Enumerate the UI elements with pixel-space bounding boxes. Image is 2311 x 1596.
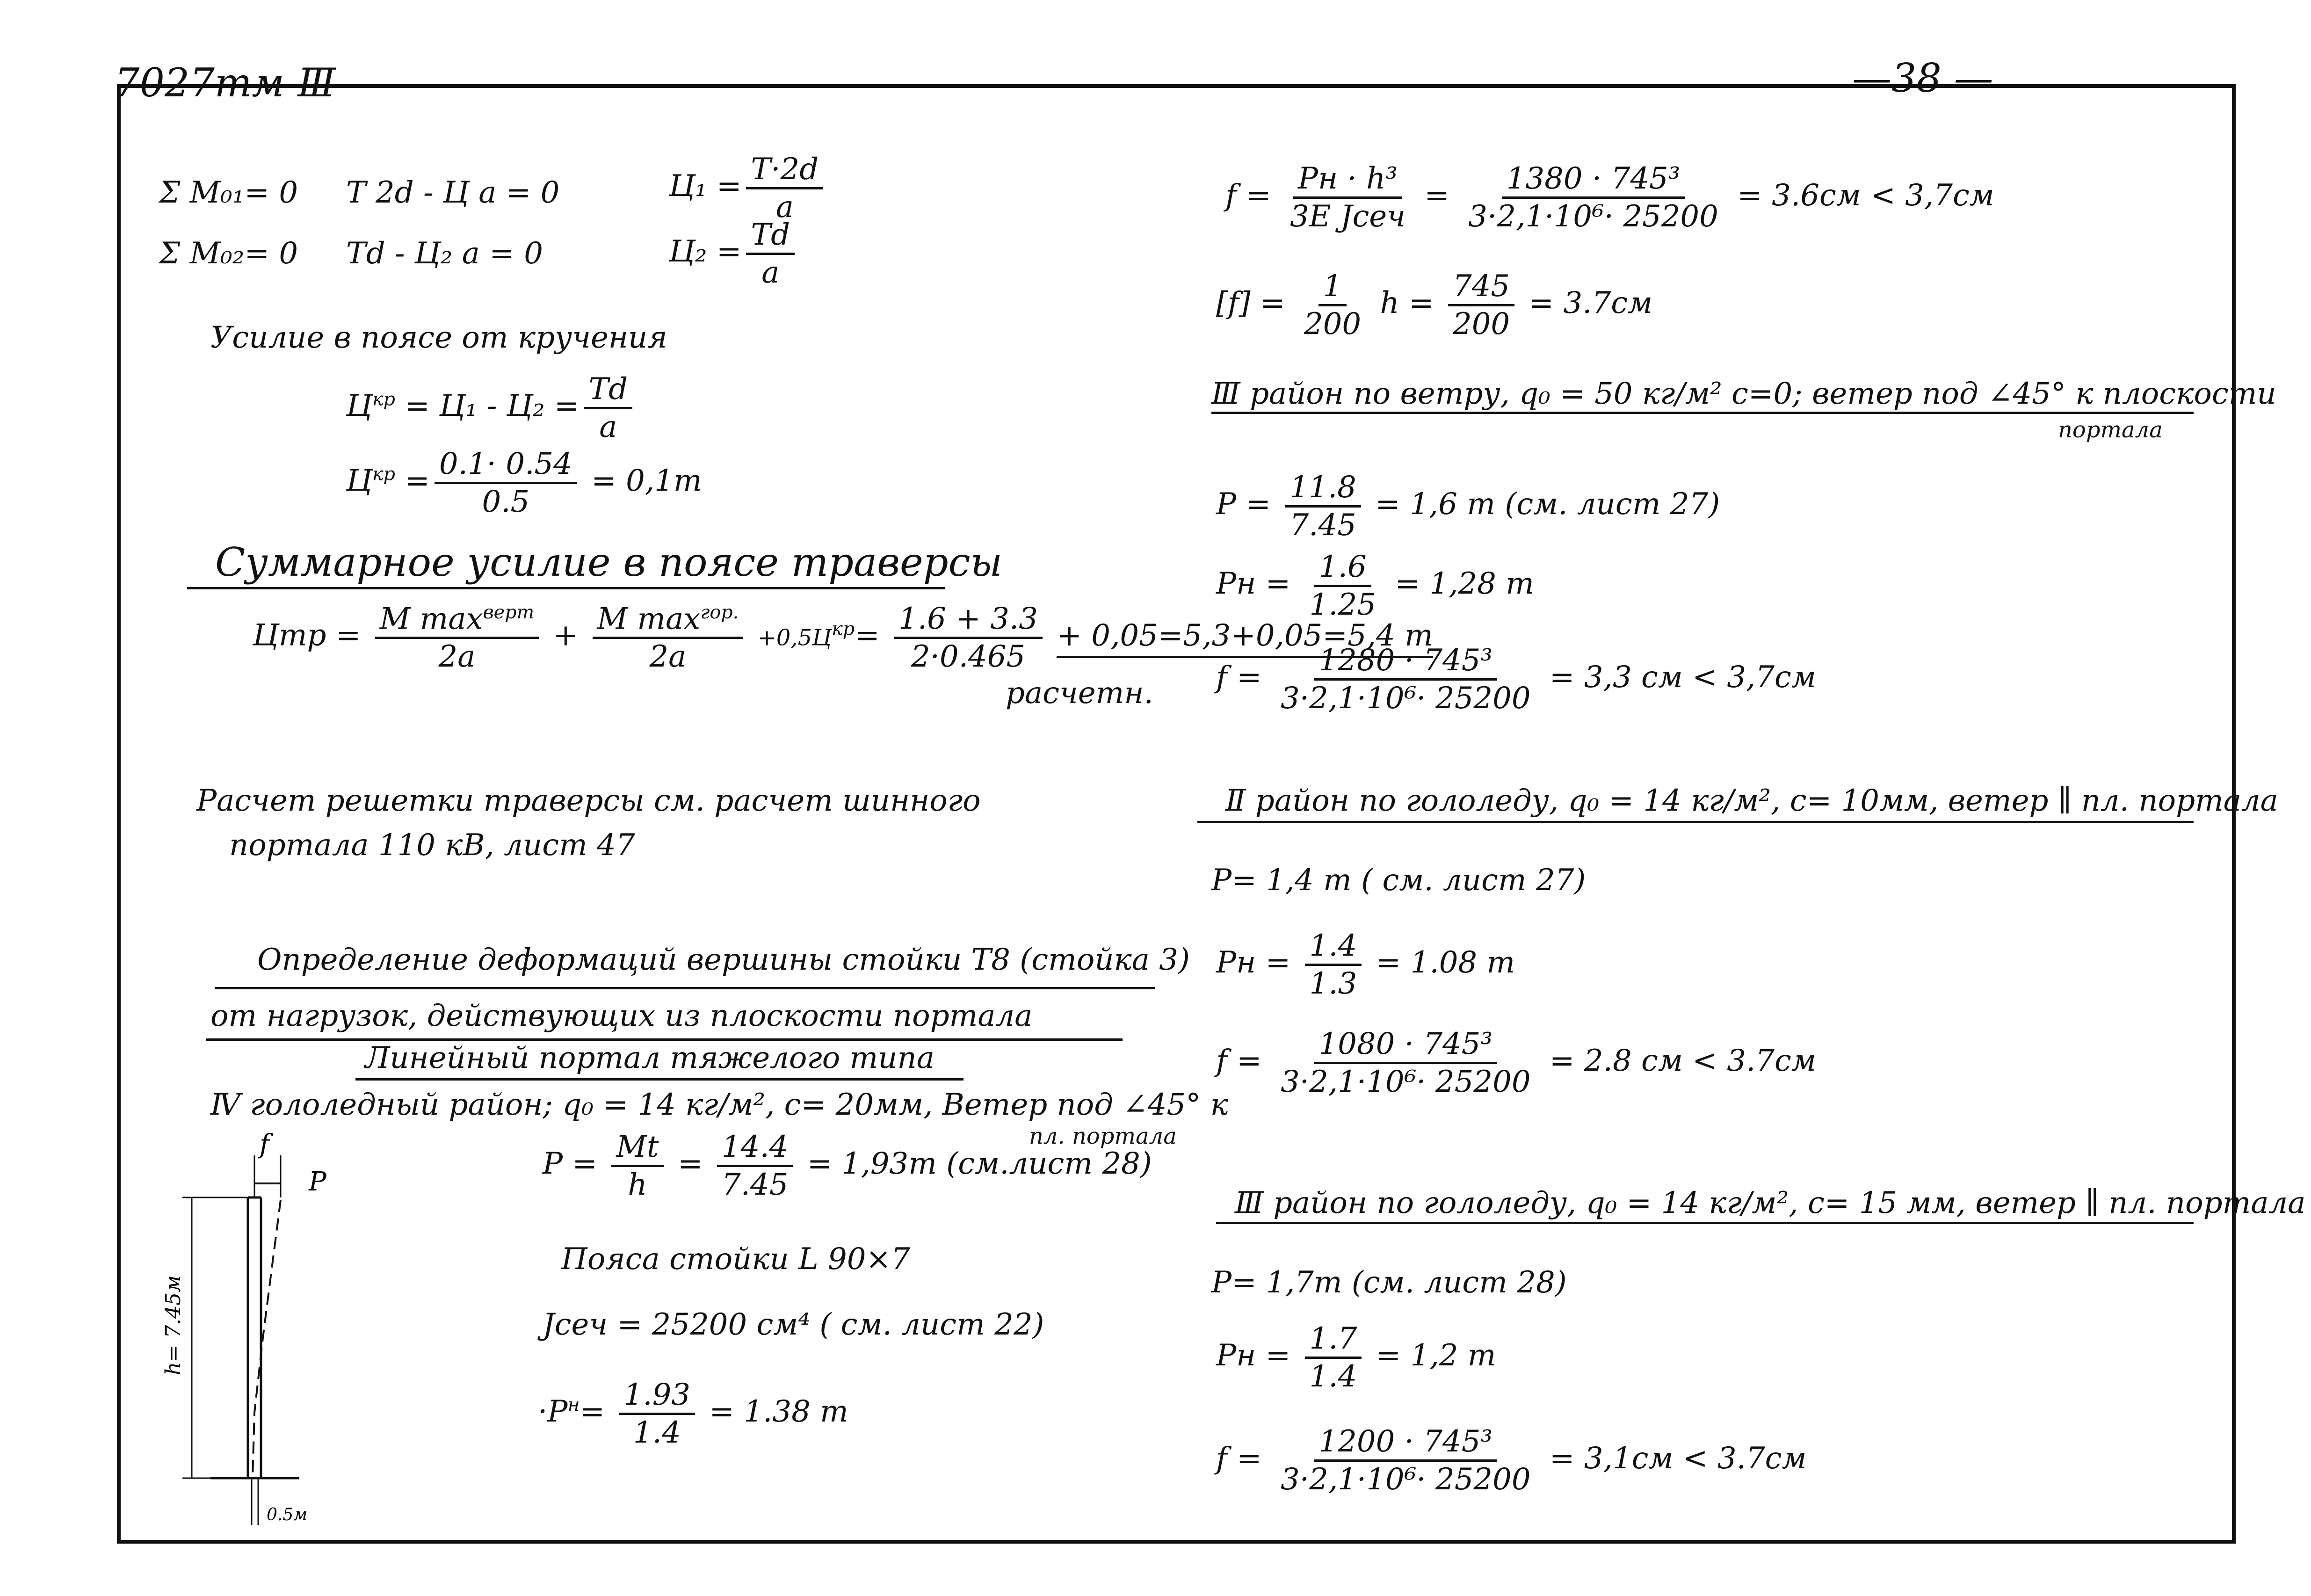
jsec-text: Jсеч = 25200 см⁴ ( см. лист 22) [543, 1307, 1044, 1342]
eq-ukr-2: $Ц^{кр}$ = $\frac{0.1\cdot 0.54}{0.5}$ = 0,1т [346, 447, 702, 519]
column-sketch [140, 1123, 374, 1544]
deformation-title-1: Определение деформаций вершины стойки Т8 (стойка 3) [257, 943, 1190, 977]
ice-ii-pn: Pн = $\frac{1.4}{1.3}$ = 1.08 т [1216, 929, 1515, 1001]
utr-note: расчетн. [1006, 676, 1153, 711]
eq-utr: Цтр = $\frac{M \max^{верт}}{2a}$ + $\frac{M \max^{гор.}}{2a}$ $+0,5Ц^{кр}=$ $\frac{1.6 + 3.3}{2\cdot 0.465}$ + 0,05=5,3+0,05=5,4 т [253, 601, 1433, 675]
eq-u1: Ц₁ = $\frac{T\cdot 2d}{a}$ [669, 154, 828, 222]
lattice-line-1: Расчет решетки траверсы см. расчет шинного [196, 783, 981, 818]
wind-region-iii-note: портала [2058, 417, 2163, 443]
eq-u2: Ц₂ = $\frac{Td}{a}$ [669, 220, 799, 288]
ice-region-ii-underline [1197, 821, 2194, 823]
summary-underline [187, 587, 945, 589]
wind-pn: Pн = $\frac{1.6}{1.25}$ = 1,28 т [1216, 550, 1534, 622]
ice-iii-p: P= 1,7т (см. лист 28) [1211, 1265, 1567, 1300]
ice-iii-pn: Pн = $\frac{1.7}{1.4}$ = 1,2 т [1216, 1321, 1496, 1394]
wind-p: P = $\frac{11.8}{7.45}$ = 1,6 т (см. лист 27) [1216, 470, 1720, 543]
page-number: —38 — [1852, 55, 1993, 101]
eq-ukr-1: $Ц^{кр} = Ц_1 - Ц_2$ = $\frac{Td}{a}$ [346, 374, 637, 442]
deformation-title-3: Линейный портал тяжелого типа [365, 1041, 935, 1075]
ice-region-iii: Ⅲ район по гололеду, q₀ = 14 кг/м², c= 15 мм, ветер ∥ пл. портала [1235, 1186, 2306, 1220]
summary-title: Суммарное усилие в поясе траверсы [215, 539, 1002, 585]
ice-region-iv-note: пл. портала [1029, 1123, 1177, 1149]
deformation-underline-3 [355, 1078, 964, 1081]
fig-label-base: 0.5м [267, 1505, 308, 1524]
belts-text: Пояса стойки L 90×7 [561, 1242, 910, 1277]
eq-load-p: P = $\frac{Mt}{h}$ = $\frac{14.4}{7.45}$ = 1,93т (см.лист 28) [543, 1130, 1152, 1202]
torsion-title: Усилие в поясе от кручения [210, 320, 667, 355]
ice-ii-p: P= 1,4 т ( см. лист 27) [1211, 863, 1586, 898]
ice-iii-deflection: f = $\frac{\text{1200 · 745³}}{\text{3·2,1·10⁶· 25200}}$ = 3,1см < 3.7см [1216, 1424, 1807, 1497]
wind-region-iii-underline [1211, 412, 2194, 414]
doc-code: 7027тм-Ⅲ [115, 60, 336, 106]
lattice-line-2: портала 110 кВ, лист 47 [229, 828, 635, 863]
wind-deflection: f = $\frac{\text{1280 · 745³}}{\text{3·2,1·10⁶· 25200}}$ = 3,3 см < 3,7см [1216, 643, 1816, 716]
deflection-curve [253, 1200, 281, 1478]
ice-region-ii: Ⅱ район по гололеду, q₀ = 14 кг/м², c= 10мм, ветер ∥ пл. портала [1225, 783, 2278, 818]
fig-label-height: h= 7.45м [161, 1275, 185, 1375]
ice-region-iv: Ⅳ гололедный район; q₀ = 14 кг/м², c= 20мм, Ветер под ∠45° к [210, 1088, 1228, 1122]
eq-sum-m01: Σ M₀₁= 0 [159, 175, 298, 210]
eq-moment-1: T 2d - Ц a = 0 [346, 175, 560, 210]
eq-load-pn: $\cdot P^н=$ $\frac{1.93}{1.4}$ = 1.38 т [538, 1378, 848, 1450]
ice-region-iii-underline [1216, 1222, 2194, 1224]
eq-allowed-deflection: [f] = $\frac{1}{200}$ h = $\frac{745}{200}$ = 3.7см [1216, 269, 1653, 341]
fig-label-p: P [309, 1167, 326, 1197]
eq-sum-m02: Σ M₀₂= 0 [159, 236, 298, 271]
deformation-title-2: от нагрузок, действующих из плоскости портала [210, 999, 1033, 1033]
wind-region-iii: Ⅲ район по ветру, q₀ = 50 кг/м² c=0; ветер под ∠45° к плоскости [1211, 377, 2276, 411]
ice-ii-deflection: f = $\frac{\text{1080 · 745³}}{\text{3·2,1·10⁶· 25200}}$ = 2.8 см < 3.7см [1216, 1027, 1816, 1099]
fig-label-f: f [260, 1129, 269, 1160]
deformation-underline-1 [215, 987, 1155, 989]
eq-moment-2: Td - Ц₂ a = 0 [346, 236, 543, 271]
eq-deflection-1: f = $\frac{\text{Pн · h³}}{\text{3E Jсеч}}$ = $\frac{\text{1380 · 745³}}{\text{3·2,1·10⁶· 25200}}$ = 3.6см < 3,7см [1225, 161, 1994, 234]
